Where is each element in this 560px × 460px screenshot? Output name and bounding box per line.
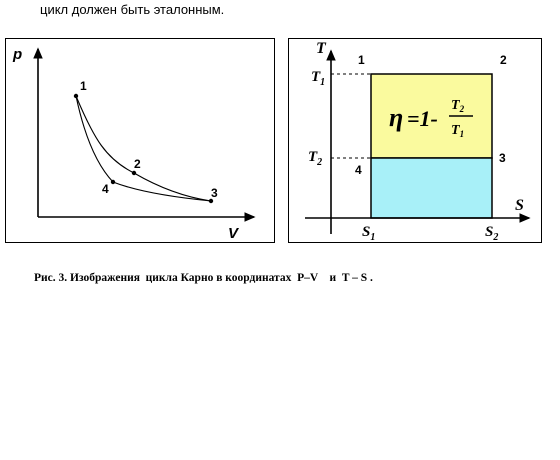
- ts-diagram: [289, 39, 543, 244]
- numerator-main: T: [451, 98, 460, 113]
- pv-adiabat-2-3: [134, 173, 211, 201]
- pv-point-3-label: 3: [211, 186, 218, 200]
- ts-s2-label: [485, 224, 498, 243]
- ts-diagram-panel: [288, 38, 542, 243]
- equals-one-minus: =1-: [407, 106, 438, 131]
- pv-diagram: [6, 39, 276, 244]
- pv-point-4: [111, 180, 115, 184]
- numerator-sub: 2: [459, 104, 465, 114]
- pv-y-axis-label: p: [13, 46, 23, 63]
- pv-point-2: [132, 171, 136, 175]
- ts-s1-main: S: [362, 224, 371, 240]
- ts-s2-sub: 2: [493, 232, 499, 243]
- ts-s1-sub: 1: [370, 232, 376, 243]
- ts-y-axis-label: T: [316, 40, 326, 57]
- denominator-main: T: [451, 123, 460, 138]
- ts-point-3-label: 3: [499, 151, 506, 165]
- pv-x-axis-label: V: [228, 225, 239, 242]
- ts-x-axis-label: S: [515, 197, 524, 214]
- pv-point-1-label: 1: [80, 79, 87, 93]
- pv-diagram-panel: [5, 38, 275, 243]
- denominator-sub: 1: [459, 129, 465, 139]
- pv-point-4-label: 4: [102, 182, 109, 196]
- ts-point-4-label: 4: [355, 163, 362, 177]
- ts-heat-loss-region: [371, 158, 492, 218]
- pv-point-1: [74, 94, 78, 98]
- ts-t2-sub: 2: [317, 157, 323, 168]
- ts-s2-main: S: [485, 224, 494, 240]
- intro-text-fragment: цикл должен быть эталонным.: [40, 2, 225, 17]
- ts-t2-label: [308, 149, 322, 168]
- ts-t2-main: T: [308, 149, 318, 165]
- ts-t1-sub: 1: [320, 77, 326, 88]
- ts-t1-label: [311, 69, 325, 88]
- ts-s1-label: [362, 224, 375, 243]
- figure-caption: Рис. 3. Изображения цикла Карно в координатах P–V и T – S .: [34, 272, 373, 284]
- ts-point-2-label: 2: [500, 53, 507, 67]
- pv-isotherm-1-2: [76, 96, 134, 173]
- ts-t1-main: T: [311, 69, 321, 85]
- eta-symbol: η: [389, 103, 404, 132]
- pv-point-2-label: 2: [134, 157, 141, 171]
- ts-point-1-label: 1: [358, 53, 365, 67]
